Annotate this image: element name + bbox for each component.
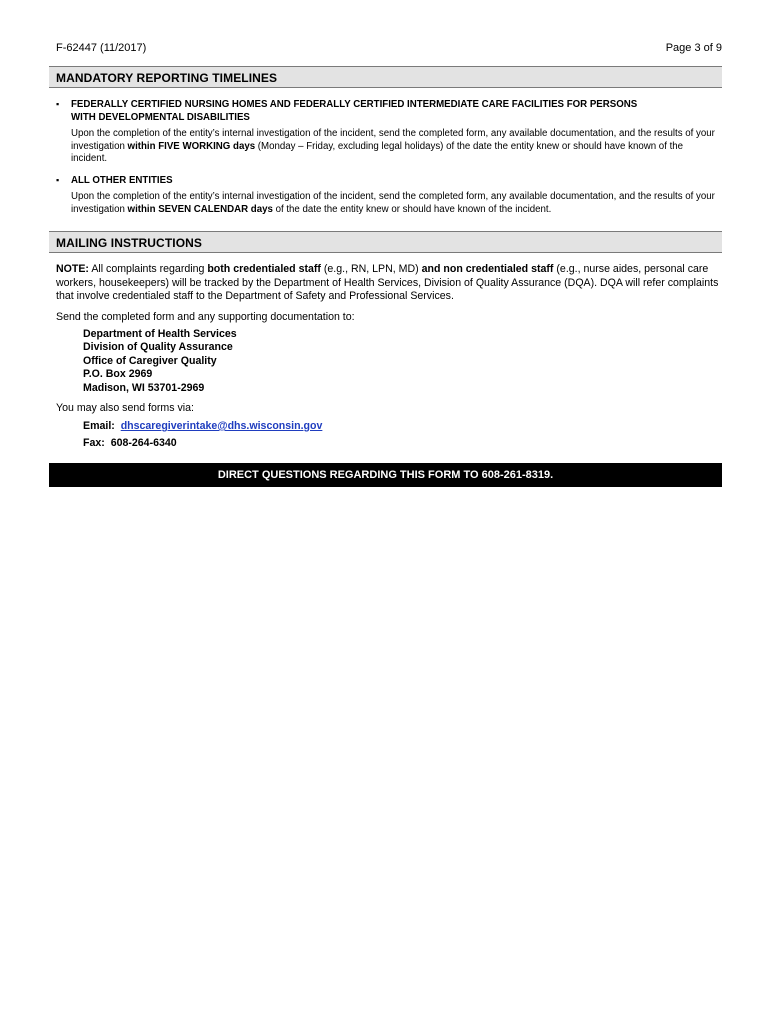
email-label: Email:	[83, 420, 115, 432]
note-credentialed: both credentialed staff	[207, 263, 321, 275]
note-text-a: All complaints regarding	[88, 263, 208, 275]
fax-label: Fax:	[83, 437, 105, 449]
bullet-icon: ▪	[56, 175, 60, 185]
mailing-heading-bar	[49, 231, 722, 253]
address-line: Madison, WI 53701-2969	[83, 381, 205, 394]
entity2-text-b: of the date the entity knew or should have known of the incident.	[272, 203, 552, 215]
send-instructions: Send the completed form and any supporting documentation to:	[56, 311, 355, 323]
bullet-icon: ▪	[56, 99, 60, 109]
entity1-text-b: (Monday – Friday, excluding legal holidays) of the date the entity knew or should have known of the incident.	[71, 140, 684, 165]
entity2-title: ALL OTHER ENTITIES	[71, 175, 173, 186]
mailing-note	[56, 263, 720, 304]
mailing-heading: MAILING INSTRUCTIONS	[56, 236, 202, 250]
timelines-heading: MANDATORY REPORTING TIMELINES	[56, 71, 278, 85]
mailing-address	[83, 328, 237, 395]
address-line: Division of Quality Assurance	[83, 341, 233, 354]
page-number: Page 3 of 9	[665, 42, 722, 54]
fax-row	[83, 437, 177, 450]
timelines-heading-bar	[49, 66, 722, 88]
entity2-deadline: within SEVEN CALENDAR days	[127, 203, 273, 215]
fax-number: 608-264-6340	[110, 437, 177, 449]
entity1-deadline: within FIVE WORKING days	[127, 140, 256, 152]
form-id: F-62447 (11/2017)	[56, 42, 147, 54]
email-row	[83, 420, 322, 433]
note-label: NOTE:	[56, 263, 89, 275]
address-line: Department of Health Services	[83, 328, 237, 340]
note-text-b: (e.g., RN, LPN, MD)	[320, 263, 422, 275]
entity1-title-line2: WITH DEVELOPMENTAL DISABILITIES	[71, 112, 250, 123]
entity2-text-a: Upon the completion of the entity’s internal investigation of the incident, send the completed form, any available documentation, and the results of your investigation	[71, 191, 715, 215]
note-text-c: (e.g., nurse aides, personal care workers, housekeepers) will be tracked by the Department of Health Services, Division of Quality Assurance (DQA). DQA will refer complaints that involve credentialed staff to the Department of Safety and Professional Services.	[56, 263, 719, 303]
entity2-text	[71, 191, 721, 216]
address-line: P.O. Box 2969	[83, 368, 153, 381]
address-line: Office of Caregiver Quality	[83, 354, 217, 367]
note-non-credentialed: and non credentialed staff	[421, 263, 554, 275]
questions-banner: DIRECT QUESTIONS REGARDING THIS FORM TO 608-261-8319.	[49, 463, 722, 487]
email-link[interactable]: dhscaregiverintake@dhs.wisconsin.gov	[120, 420, 323, 432]
entity1-text	[71, 128, 721, 166]
also-send-text: You may also send forms via:	[56, 402, 194, 414]
entity1-title-line1: FEDERALLY CERTIFIED NURSING HOMES AND FEDERALLY CERTIFIED INTERMEDIATE CARE FACILITIES FOR PERSONS	[71, 99, 638, 110]
entity1-title	[71, 98, 721, 124]
entity1-text-a: Upon the completion of the entity’s internal investigation of the incident, send the completed form, any available documentation, and the results of your investigation	[71, 128, 715, 152]
